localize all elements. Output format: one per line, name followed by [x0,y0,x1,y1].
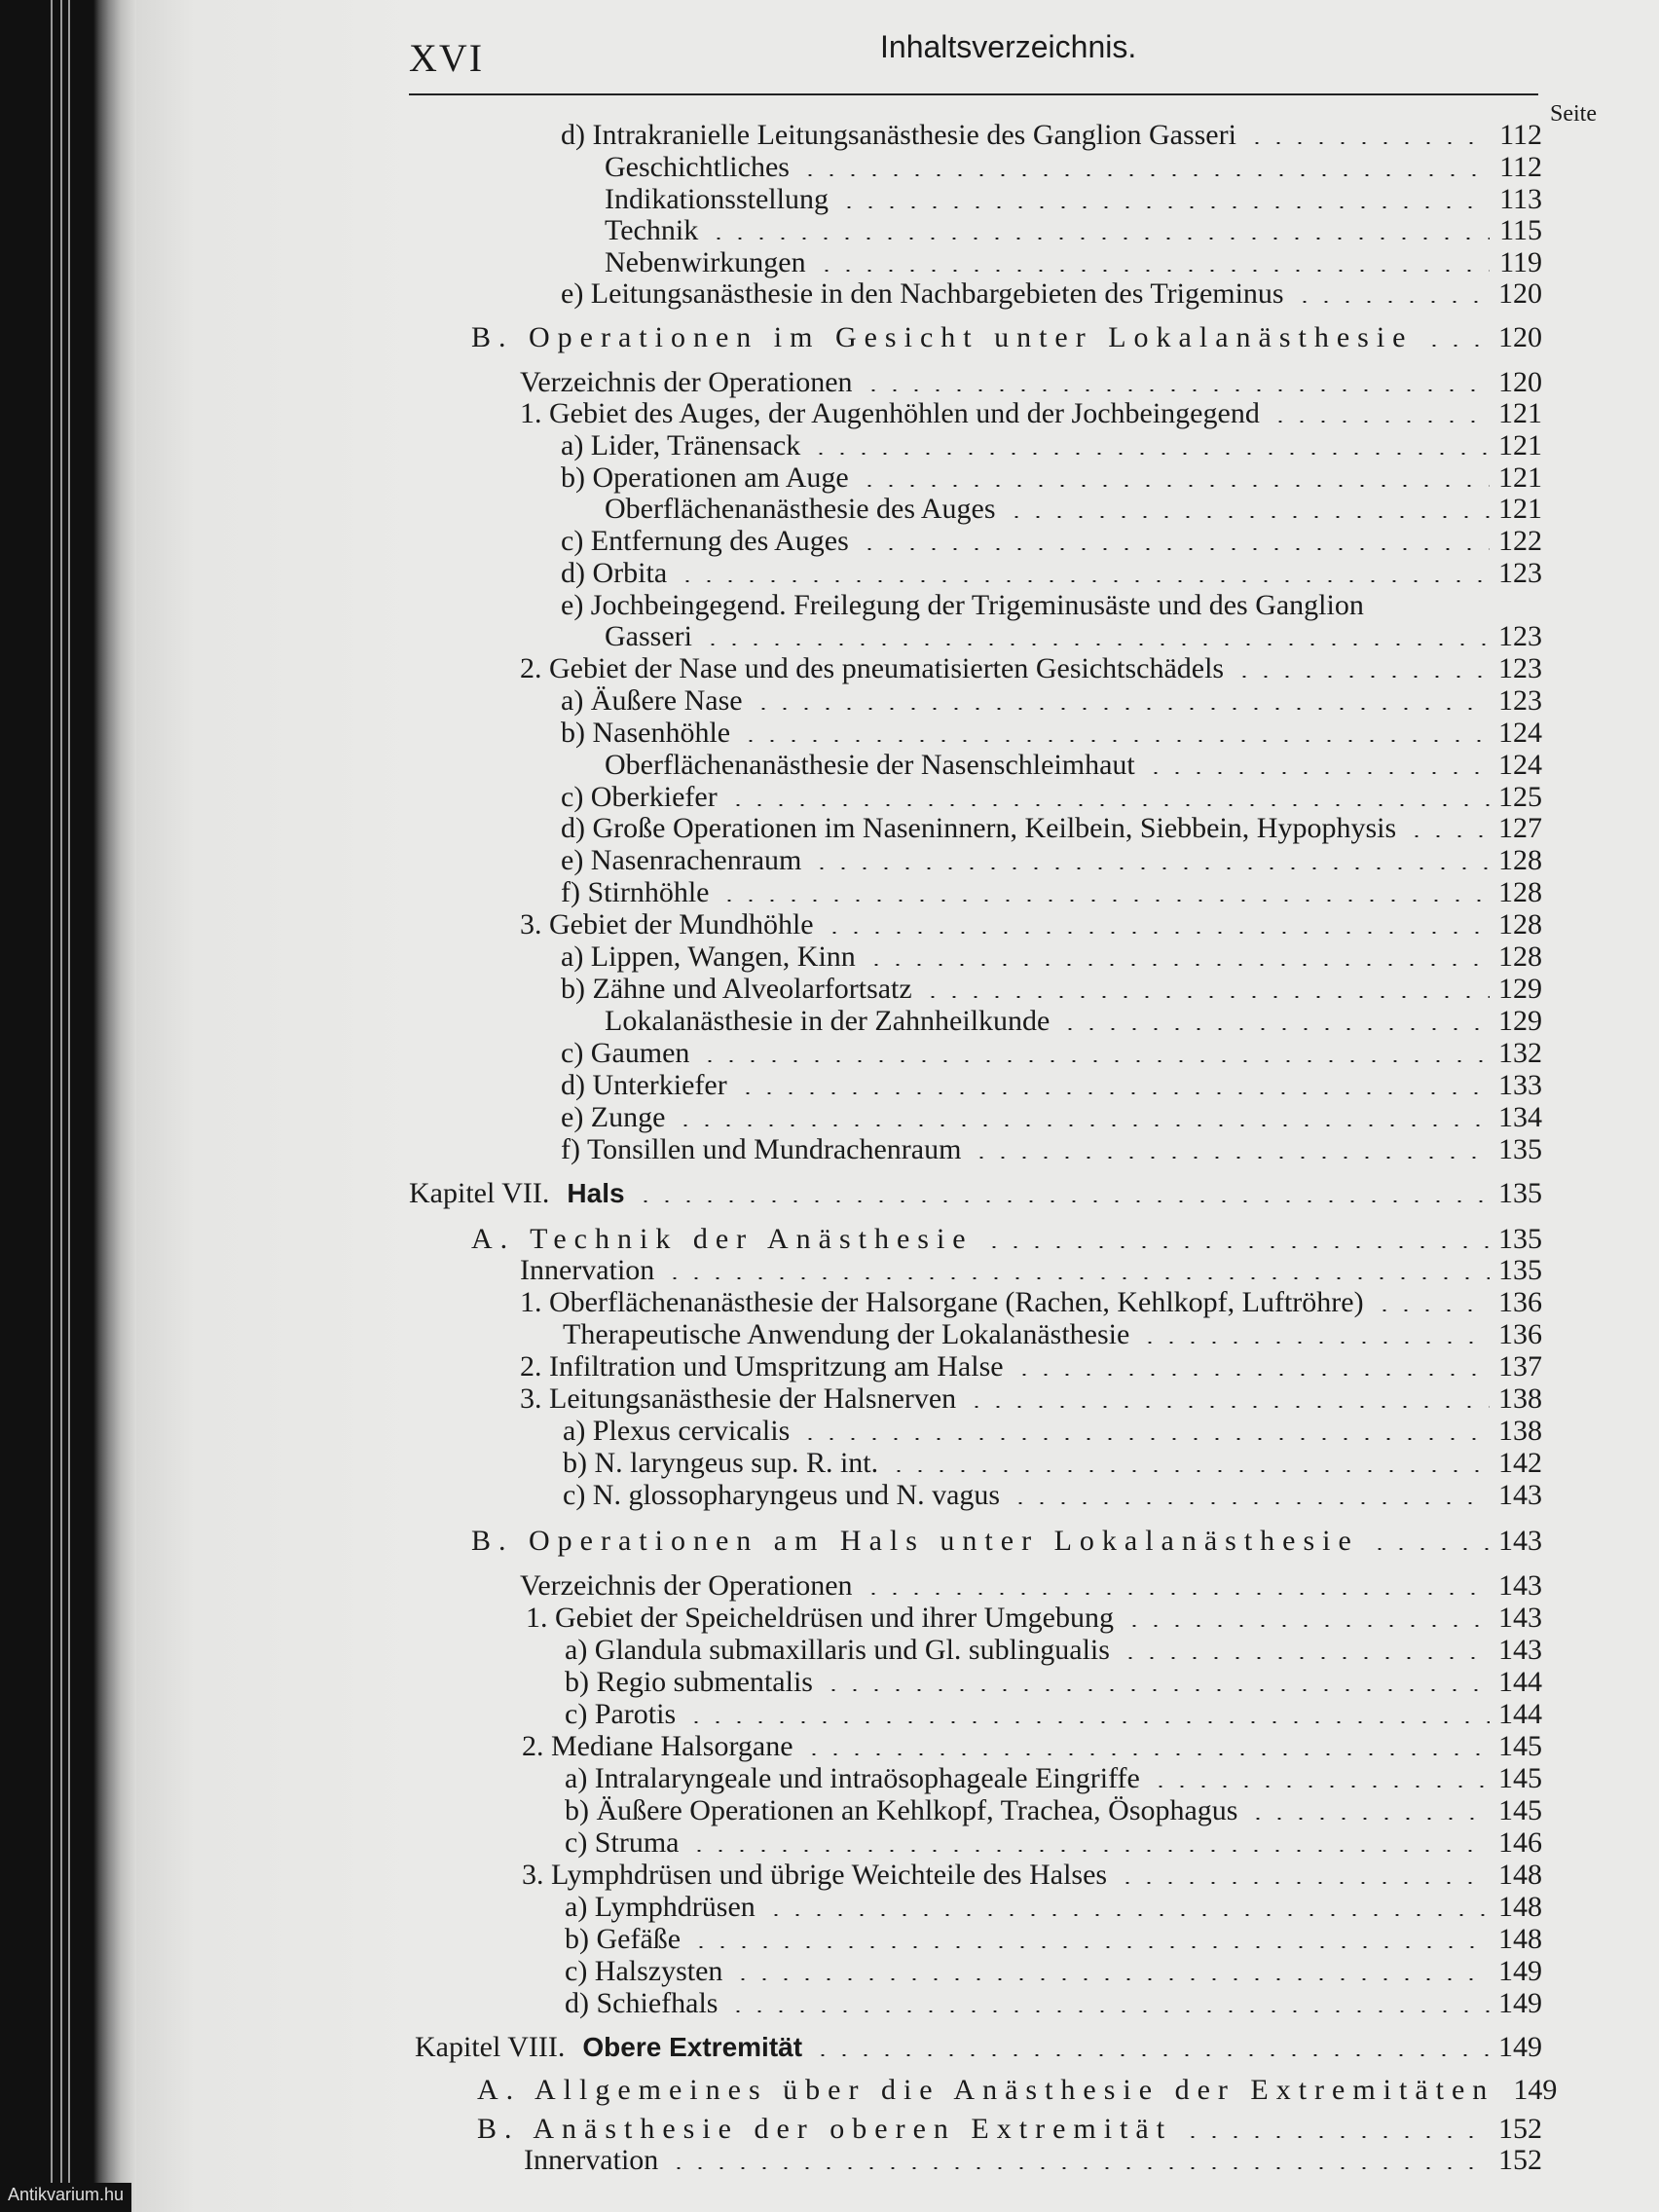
toc-entry[interactable] [561,119,1542,152]
page-title: Inhaltsverzeichnis. [880,29,1137,64]
toc-entry[interactable] [520,1286,1542,1319]
toc-entry-label: a) Lymphdrüsen [565,1891,756,1923]
toc-entry-label: Verzeichnis der Operationen [520,1569,853,1602]
page-ref: 124 [1498,717,1542,749]
page-ref: 145 [1498,1762,1542,1794]
dot-leader [888,1470,1490,1472]
toc-entry[interactable] [605,151,1542,184]
toc-entry-label: 2. Infiltration und Umspritzung am Halse [520,1350,1004,1382]
dot-leader [866,964,1490,966]
page-ref: 145 [1498,1794,1542,1826]
toc-entry[interactable] [561,684,1542,718]
toc-entry-label: 2. Mediane Halsorgane [522,1730,793,1762]
page-ref: 135 [1498,1133,1542,1165]
toc-entry-label: B. Operationen am Hals unter Lokalanästhesie [471,1525,1359,1557]
toc-entry[interactable] [605,493,1542,526]
page-ref: 143 [1498,1525,1542,1557]
toc-entry[interactable] [477,2113,1542,2146]
toc-entry[interactable] [563,1318,1542,1351]
toc-entry[interactable] [477,2074,1558,2107]
dot-leader [838,206,1490,208]
dot-leader [971,1157,1490,1159]
toc-entry-label: e) Nasenrachenraum [561,844,802,876]
toc-entry-label: Kapitel VII. [409,1177,550,1209]
toc-entry[interactable] [471,321,1542,354]
toc-entry[interactable] [565,1666,1542,1699]
toc-entry[interactable] [471,1223,1542,1256]
dot-leader [675,1124,1490,1126]
page-ref: 152 [1498,2113,1542,2145]
dot-leader [765,1914,1490,1916]
page-ref: 121 [1498,429,1542,461]
toc-entry[interactable] [561,717,1542,750]
toc-entry[interactable] [561,1069,1542,1102]
toc-entry-label: B. Anästhesie der oberen Extremität [477,2113,1173,2145]
toc-entry[interactable] [565,1762,1542,1795]
toc-entry-label: Therapeutische Anwendung der Lokalanästhesie [563,1318,1130,1350]
toc-entry[interactable] [520,908,1542,941]
dot-leader [922,996,1490,998]
page-ref: 129 [1498,1005,1542,1037]
page-ref: 112 [1499,119,1542,151]
toc-entry-label: a) Intralaryngeale und intraösophageale Eingriffe [565,1762,1140,1794]
page-ref: 149 [1498,1955,1542,1987]
toc-entry-label: B. Operationen im Gesicht unter Lokalanästhesie [471,321,1414,353]
dot-leader [1294,301,1490,303]
page-ref: 149 [1513,2074,1558,2106]
toc-entry[interactable] [561,844,1542,877]
toc-entry[interactable] [561,973,1542,1006]
dot-leader [812,2054,1490,2056]
page-ref: 138 [1498,1382,1542,1415]
page-ref: 135 [1498,1223,1542,1255]
dot-leader [1369,1548,1490,1550]
book-spine-edge [0,0,136,2212]
page-ref: 121 [1498,461,1542,494]
page-ref: 128 [1498,940,1542,973]
toc-entry[interactable] [563,1447,1542,1480]
toc-entry-label: c) Gaumen [561,1037,690,1069]
toc-entry-label: c) Struma [565,1826,680,1859]
toc-entry[interactable] [561,461,1542,495]
toc-entry[interactable] [565,1955,1542,1988]
toc-entry[interactable] [526,1602,1542,1635]
toc-entry[interactable] [520,1382,1542,1416]
toc-entry[interactable] [561,429,1542,462]
toc-entry[interactable] [605,246,1542,279]
toc-entry[interactable] [520,652,1542,685]
dot-leader [690,1946,1490,1948]
dot-leader [1010,1502,1490,1504]
dot-leader [1234,676,1490,678]
toc-entry-label: Oberflächenanästhesie des Auges [605,493,996,525]
page-ref: 115 [1499,214,1542,246]
toc-entry[interactable] [561,940,1542,974]
dot-leader [1006,516,1490,518]
dot-leader [688,1850,1490,1852]
page-ref: 125 [1498,781,1542,813]
toc-entry-label: 3. Lymphdrüsen und übrige Weichteile des Halses [522,1859,1108,1891]
toc-entry[interactable] [561,277,1542,311]
dot-leader [1247,1818,1490,1820]
toc-entry[interactable] [565,1923,1542,1956]
toc-entry-label: Nebenwirkungen [605,246,806,278]
toc-entry-label: b) Regio submentalis [565,1666,813,1698]
toc-entry-label: Lokalanästhesie in der Zahnheilkunde [605,1005,1051,1037]
dot-leader [799,174,1490,176]
toc-entry-label: c) Parotis [565,1698,677,1730]
toc-entry[interactable] [605,214,1542,247]
toc-entry[interactable] [605,620,1542,653]
dot-leader [1423,345,1491,347]
page-ref: 145 [1498,1730,1542,1762]
toc-chapter-entry[interactable] [409,1177,1542,1210]
toc-entry-label: 3. Leitungsanästhesie der Halsnerven [520,1382,957,1415]
toc-entry-label: Verzeichnis der Operationen [520,366,853,398]
page-ref: 121 [1498,397,1542,429]
page-ref: 120 [1498,321,1542,353]
toc-entry[interactable] [520,397,1542,430]
toc-entry-label: a) Lippen, Wangen, Kinn [561,940,856,973]
toc-entry-label: Indikationsstellung [605,183,829,215]
toc-entry[interactable] [520,1350,1542,1383]
toc-entry-label: a) Glandula submaxillaris und Gl. sublingualis [565,1634,1110,1666]
page-header [409,29,1538,92]
toc-entry-label: 3. Gebiet der Mundhöhle [520,908,814,940]
toc-entry[interactable] [520,366,1542,399]
toc-entry-label: f) Tonsillen und Mundrachenraum [561,1133,962,1165]
toc-entry-label: a) Plexus cervicalis [563,1415,791,1447]
seite-label: Seite [1550,101,1597,127]
page-ref: 123 [1498,684,1542,717]
dot-leader [753,708,1490,710]
page-ref: 134 [1498,1101,1542,1133]
toc-entry-label: b) N. laryngeus sup. R. int. [563,1447,879,1479]
toc-entry[interactable] [522,1730,1542,1763]
toc-entry[interactable] [561,589,1542,622]
page-ref: 152 [1498,2144,1542,2176]
toc-entry[interactable] [561,781,1542,814]
toc-entry-label: b) Zähne und Alveolarfortsatz [561,973,912,1005]
page-ref: 144 [1498,1666,1542,1698]
page-ref: 123 [1498,652,1542,684]
page-ref: 129 [1498,973,1542,1005]
toc-entry[interactable] [565,1826,1542,1860]
page-ref: 123 [1498,620,1542,652]
page-ref: 148 [1498,1923,1542,1955]
toc-entry-label: b) Operationen am Auge [561,461,849,494]
dot-leader [1124,1625,1490,1627]
dot-leader [740,740,1490,742]
toc-entry[interactable] [561,876,1542,909]
page-ref: 123 [1498,557,1542,589]
dot-leader [859,548,1490,550]
dot-leader [727,804,1490,806]
toc-entry-label: b) Nasenhöhle [561,717,731,749]
dot-leader [702,644,1490,645]
toc-entry-label: 1. Gebiet des Auges, der Augenhöhlen und der Jochbeingegend [520,397,1260,429]
dot-leader [799,1438,1490,1440]
toc-entry[interactable] [561,525,1542,558]
toc-entry-label: c) Oberkiefer [561,781,718,813]
dot-leader [824,932,1490,934]
dot-leader [863,1593,1490,1595]
dot-leader [1246,142,1490,144]
dot-leader [1374,1309,1490,1311]
toc-entry[interactable] [561,812,1542,845]
dot-leader [863,389,1490,391]
toc-entry[interactable] [524,2144,1542,2177]
toc-entry[interactable] [563,1415,1542,1448]
page-ref: 142 [1498,1447,1542,1479]
toc-entry-label: Technik [605,214,699,246]
toc-entry[interactable] [565,1987,1542,2020]
page-ref: 136 [1498,1318,1542,1350]
toc-entry-label: A. Technik der Anästhesie [471,1223,974,1255]
toc-entry-label: a) Äußere Nase [561,684,743,717]
dot-leader [708,238,1490,240]
dot-leader [816,270,1490,272]
toc-entry-label: Gasseri [605,620,692,652]
page-ref: 135 [1498,1254,1542,1286]
dot-leader [983,1246,1490,1248]
page-ref: 121 [1498,493,1542,525]
toc-entry[interactable] [605,1005,1542,1038]
toc-entry[interactable] [561,557,1542,590]
toc-entry[interactable] [565,1634,1542,1667]
toc-entry-label: A. Allgemeines über die Anästhesie der Extremitäten [477,2074,1495,2106]
page-ref: 148 [1498,1891,1542,1923]
toc-entry-label: Kapitel VIII. [415,2031,566,2063]
page-ref: 128 [1498,876,1542,908]
dot-leader [1406,835,1490,837]
dot-leader [685,1721,1490,1723]
chapter-title: Hals [567,1178,625,1208]
toc-entry-label: d) Intrakranielle Leitungsanästhesie des Ganglion Gasseri [561,119,1236,151]
dot-leader [737,1092,1490,1094]
dot-leader [1182,2136,1490,2138]
chapter-title: Obere Extremität [582,2032,803,2062]
dot-leader [859,485,1490,487]
page-ref: 128 [1498,844,1542,876]
toc-entry-label: 1. Gebiet der Speicheldrüsen und ihrer Umgebung [526,1602,1114,1634]
page-ref: 113 [1499,183,1542,215]
page-ref: 132 [1498,1037,1542,1069]
dot-leader [677,580,1490,582]
toc-entry-label: b) Gefäße [565,1923,682,1955]
page-ref: 143 [1498,1634,1542,1666]
page-ref: 143 [1498,1479,1542,1511]
page-ref: 137 [1498,1350,1542,1382]
page-ref: 135 [1498,1177,1542,1209]
toc-entry[interactable] [522,1859,1542,1892]
dot-leader [1270,421,1490,423]
dot-leader [1120,1657,1490,1659]
toc-entry-label: e) Zunge [561,1101,666,1133]
toc-entry-label: Innervation [520,1254,655,1286]
toc-entry-label: Geschichtliches [605,151,790,183]
toc-entry-label: c) N. glossopharyngeus und N. vagus [563,1479,1001,1511]
page-ref: 122 [1498,525,1542,557]
page-ref: 149 [1498,1987,1542,2019]
page-ref: 144 [1498,1698,1542,1730]
page-number: XVI [409,36,485,80]
toc-entry-label: a) Lider, Tränensack [561,429,801,461]
dot-leader [699,1060,1490,1062]
toc-entry-label: d) Unterkiefer [561,1069,727,1101]
toc-entry[interactable] [561,1133,1542,1166]
dot-leader [966,1406,1490,1408]
page-ref: 143 [1498,1602,1542,1634]
watermark: Antikvarium.hu [0,2183,131,2212]
dot-leader [732,1978,1490,1980]
dot-leader [664,1277,1490,1279]
toc-entry[interactable] [565,1698,1542,1731]
page-ref: 120 [1498,277,1542,310]
page-ref: 133 [1498,1069,1542,1101]
dot-leader [1139,1342,1490,1344]
dot-leader [635,1200,1490,1202]
toc-entry-label: e) Jochbeingegend. Freilegung der Trigeminusäste und des Ganglion [561,589,1364,621]
toc-entry-label: Innervation [524,2144,659,2176]
toc-entry-label: b) Äußere Operationen an Kehlkopf, Trachea, Ösophagus [565,1794,1238,1826]
toc-entry[interactable] [471,1525,1542,1558]
dot-leader [803,1753,1490,1755]
toc-entry-label: e) Leitungsanästhesie in den Nachbargebieten des Trigeminus [561,277,1284,310]
dot-leader [1117,1882,1490,1884]
toc-entry[interactable] [520,1254,1542,1287]
page-ref: 138 [1498,1415,1542,1447]
dot-leader [668,2167,1490,2169]
dot-leader [1145,772,1490,774]
toc-entry[interactable] [605,183,1542,216]
page-ref: 146 [1498,1826,1542,1859]
toc-entry[interactable] [605,749,1542,782]
header-rule [409,93,1538,95]
toc-entry-label: d) Orbita [561,557,668,589]
dot-leader [810,453,1490,455]
page-ref: 136 [1498,1286,1542,1318]
page-ref: 112 [1499,151,1542,183]
toc-entry[interactable] [565,1794,1542,1827]
toc-entry[interactable] [563,1479,1542,1512]
toc-entry[interactable] [561,1037,1542,1070]
dot-leader [1150,1786,1490,1788]
toc-entry[interactable] [561,1101,1542,1134]
page-ref: 124 [1498,749,1542,781]
dot-leader [719,900,1490,902]
toc-entry-label: 1. Oberflächenanästhesie der Halsorgane (Rachen, Kehlkopf, Luftröhre) [520,1286,1364,1318]
page-ref: 149 [1498,2031,1542,2063]
toc-entry-label: 2. Gebiet der Nase und des pneumatisierten Gesichtschädels [520,652,1225,684]
dot-leader [1059,1028,1490,1030]
page-ref: 119 [1499,246,1542,278]
dot-leader [811,867,1490,869]
toc-entry-label: Oberflächenanästhesie der Nasenschleimhaut [605,749,1135,781]
toc-entry[interactable] [520,1569,1542,1603]
dot-leader [823,1689,1490,1691]
dot-leader [727,2010,1490,2012]
page-ref: 127 [1498,812,1542,844]
toc-entry-label: f) Stirnhöhle [561,876,710,908]
page-ref: 143 [1498,1569,1542,1602]
page-ref: 128 [1498,908,1542,940]
page-ref: 148 [1498,1859,1542,1891]
toc-entry[interactable] [565,1891,1542,1924]
toc-entry-label: c) Entfernung des Auges [561,525,849,557]
toc-chapter-entry[interactable] [415,2031,1542,2064]
page-ref: 120 [1498,366,1542,398]
toc-entry-label: d) Große Operationen im Naseninnern, Keilbein, Siebbein, Hypophysis [561,812,1397,844]
dot-leader [1014,1374,1490,1376]
toc-entry-label: d) Schiefhals [565,1987,719,2019]
toc-entry-label: c) Halszysten [565,1955,723,1987]
